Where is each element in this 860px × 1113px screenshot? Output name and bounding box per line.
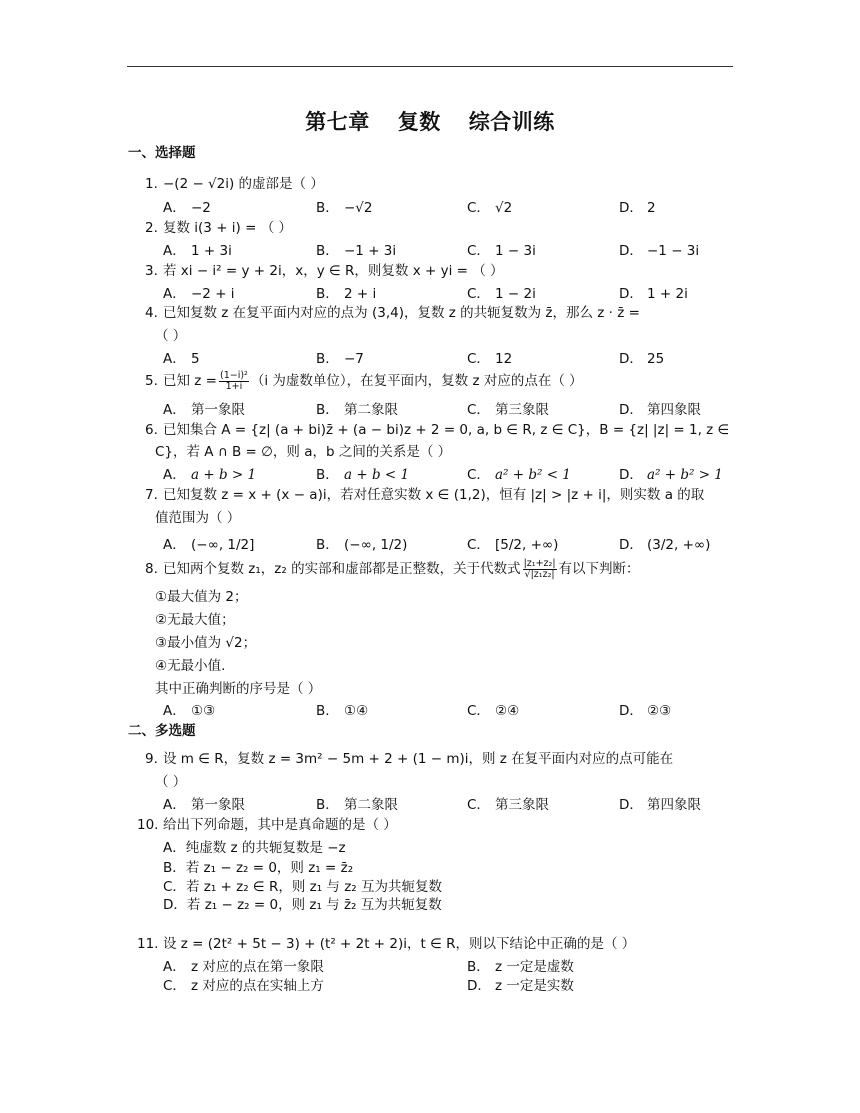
options-3 [163,282,743,300]
option-c[interactable]: C． 第三象限 [467,402,549,418]
question-6: 6. 已知集合 A = {z| (a + bi)z̄ + (a − bi)z + 2 = 0, a, b ∈ R, z ∈ C}，B = {z| |z| = 1, z ∈ [145,422,730,438]
question-1: 1. −(2 − √2i) 的虚部是（ ） [145,176,324,192]
option-a[interactable]: A． 1 + 3i [163,243,232,259]
options-5 [163,398,743,416]
header-rule [127,66,733,67]
option-a[interactable]: A． 第一象限 [163,402,245,418]
option-d[interactable]: D． 2 [619,200,656,216]
option-a[interactable]: A． 5 [163,351,200,367]
option-b[interactable]: B． z 一定是虚数 [467,959,574,975]
option-d[interactable]: D． 1 + 2i [619,286,688,302]
question-3: 3. 若 xi − i² = y + 2i，x，y ∈ R，则复数 x + yi = （ ） [145,263,504,279]
question-6-continued: C}，若 A ∩ B = ∅，则 a，b 之间的关系是（ ） [155,444,452,460]
option-c[interactable]: C． 1 − 2i [467,286,536,302]
options-4 [163,347,743,365]
question-text: 已知复数 z = x + (x − a)i，若对任意实数 x ∈ (1,2)，恒有 |z| > |z + i|，则实数 a 的取 [163,487,705,503]
option-b[interactable]: B． a + b < 1 [316,467,410,483]
options-7 [163,533,743,551]
option-a[interactable]: A． −2 [163,200,211,216]
question-10: 10. 给出下列命题，其中是真命题的是（ ） [137,817,397,833]
option-c[interactable]: C． 12 [467,351,513,367]
question-8: 8. 已知两个复数 z₁，z₂ 的实部和虚部都是正整数，关于代数式 $\frac{\text{|z₁+z₂|}}{\text{√|z₁z₂|}}$ 有以下判断： [145,557,640,580]
exercise-type: 综合训练 [468,110,555,134]
chapter-number: 第七章 [305,110,370,134]
option-a[interactable]: A． 第一象限 [163,797,245,813]
option-c[interactable]: C．若 z₁ + z₂ ∈ R，则 z₁ 与 z₂ 互为共轭复数 [163,879,443,895]
options-9 [163,793,743,811]
question-text: 设 z = (2t² + 5t − 3) + (t² + 2t + 2)i，t ∈ R，则以下结论中正确的是（ ） [163,936,636,952]
question-9-continued: （ ） [155,774,187,790]
option-c[interactable]: C． 第三象限 [467,797,549,813]
judgement-4: ④无最小值. [155,658,226,674]
option-c[interactable]: C． 1 − 3i [467,243,536,259]
question-text: −(2 − √2i) 的虚部是（ ） [163,176,324,192]
option-b[interactable]: B． 第二象限 [316,402,398,418]
question-text: 若 xi − i² = y + 2i，x，y ∈ R，则复数 x + yi = （ ） [163,263,504,279]
page-title [0,106,860,136]
question-7-continued: 值范围为（ ） [155,510,241,526]
option-b[interactable]: B． (−∞, 1/2) [316,537,408,553]
options-11-row1 [163,955,743,973]
fraction: $\frac{\text{(1−i)²}}{1+i}$ [219,369,248,392]
question-2: 2. 复数 i(3 + i) = （ ） [145,220,292,236]
chapter-name: 复数 [397,110,441,134]
options-2 [163,239,743,257]
question-text: 设 m ∈ R，复数 z = 3m² − 5m + 2 + (1 − m)i，则 z 在复平面内对应的点可能在 [163,751,674,767]
option-d[interactable]: D．若 z₁ − z₂ = 0，则 z₁ 与 z̄₂ 互为共轭复数 [163,897,442,913]
option-c[interactable]: C． [5/2, +∞) [467,537,559,553]
question-text: 给出下列命题，其中是真命题的是（ ） [163,817,397,833]
option-d[interactable]: D． z 一定是实数 [467,978,574,994]
option-d[interactable]: D． 25 [619,351,665,367]
option-c[interactable]: C． a² + b² < 1 [467,467,571,483]
option-c[interactable]: C． √2 [467,200,513,216]
option-a[interactable]: A． ①③ [163,703,216,719]
question-text: 复数 i(3 + i) = （ ） [163,220,292,236]
options-8 [163,699,743,717]
option-b[interactable]: B． 2 + i [316,286,377,302]
option-b[interactable]: B． −7 [316,351,364,367]
question-9: 9. 设 m ∈ R，复数 z = 3m² − 5m + 2 + (1 − m)i，则 z 在复平面内对应的点可能在 [145,751,674,767]
question-4: 4. 已知复数 z 在复平面内对应的点为 (3,4)，复数 z 的共轭复数为 z̄，那么 z · z̄ = [145,305,640,321]
option-a[interactable]: A．纯虚数 z 的共轭复数是 −z [163,840,346,856]
judgement-1: ①最大值为 2； [155,589,248,605]
question-text: 已知复数 z 在复平面内对应的点为 (3,4)，复数 z 的共轭复数为 z̄，那么 z · z̄ = [163,305,640,321]
option-d[interactable]: D． 第四象限 [619,797,701,813]
question-11: 11. 设 z = (2t² + 5t − 3) + (t² + 2t + 2)i，t ∈ R，则以下结论中正确的是（ ） [137,936,636,952]
question-8-ask: 其中正确判断的序号是（ ） [155,681,322,697]
option-a[interactable]: A． a + b > 1 [163,467,257,483]
option-d[interactable]: D． −1 − 3i [619,243,700,259]
fraction: $\frac{\text{|z₁+z₂|}}{\text{√|z₁z₂|}}$ [523,557,556,580]
judgement-3: ③最小值为 √2； [155,635,257,651]
judgement-2: ②无最大值； [155,612,235,628]
options-6 [163,463,743,481]
option-d[interactable]: D． a² + b² > 1 [619,467,723,483]
option-d[interactable]: D． (3/2, +∞) [619,537,711,553]
section-heading-single-choice: 一、选择题 [128,145,196,161]
option-b[interactable]: B． ①④ [316,703,369,719]
option-a[interactable]: A． (−∞, 1/2] [163,537,255,553]
section-heading-multiple-choice: 二、多选题 [128,723,196,739]
question-4-continued: （ ） [155,328,187,344]
option-a[interactable]: A． −2 + i [163,286,235,302]
option-b[interactable]: B． −1 + 3i [316,243,397,259]
option-d[interactable]: D． 第四象限 [619,402,701,418]
option-d[interactable]: D． ②③ [619,703,672,719]
option-b[interactable]: B．若 z₁ − z₂ = 0，则 z₁ = z̄₂ [163,860,354,876]
option-b[interactable]: B． −√2 [316,200,373,216]
options-11-row2 [163,974,743,992]
question-text: 已知集合 A = {z| (a + bi)z̄ + (a − bi)z + 2 = 0, a, b ∈ R, z ∈ C}，B = {z| |z| = 1, z ∈ [163,422,730,438]
option-c[interactable]: C． z 对应的点在实轴上方 [163,978,324,994]
option-a[interactable]: A． z 对应的点在第一象限 [163,959,324,975]
option-c[interactable]: C． ②④ [467,703,520,719]
question-7: 7. 已知复数 z = x + (x − a)i，若对任意实数 x ∈ (1,2)，恒有 |z| > |z + i|，则实数 a 的取 [145,487,705,503]
question-5: 5. 已知 z = $\frac{\text{(1−i)²}}{1+i}$ （i 为虚数单位），在复平面内，复数 z 对应的点在（ ） [145,369,583,392]
option-b[interactable]: B． 第二象限 [316,797,398,813]
options-1 [163,196,743,214]
